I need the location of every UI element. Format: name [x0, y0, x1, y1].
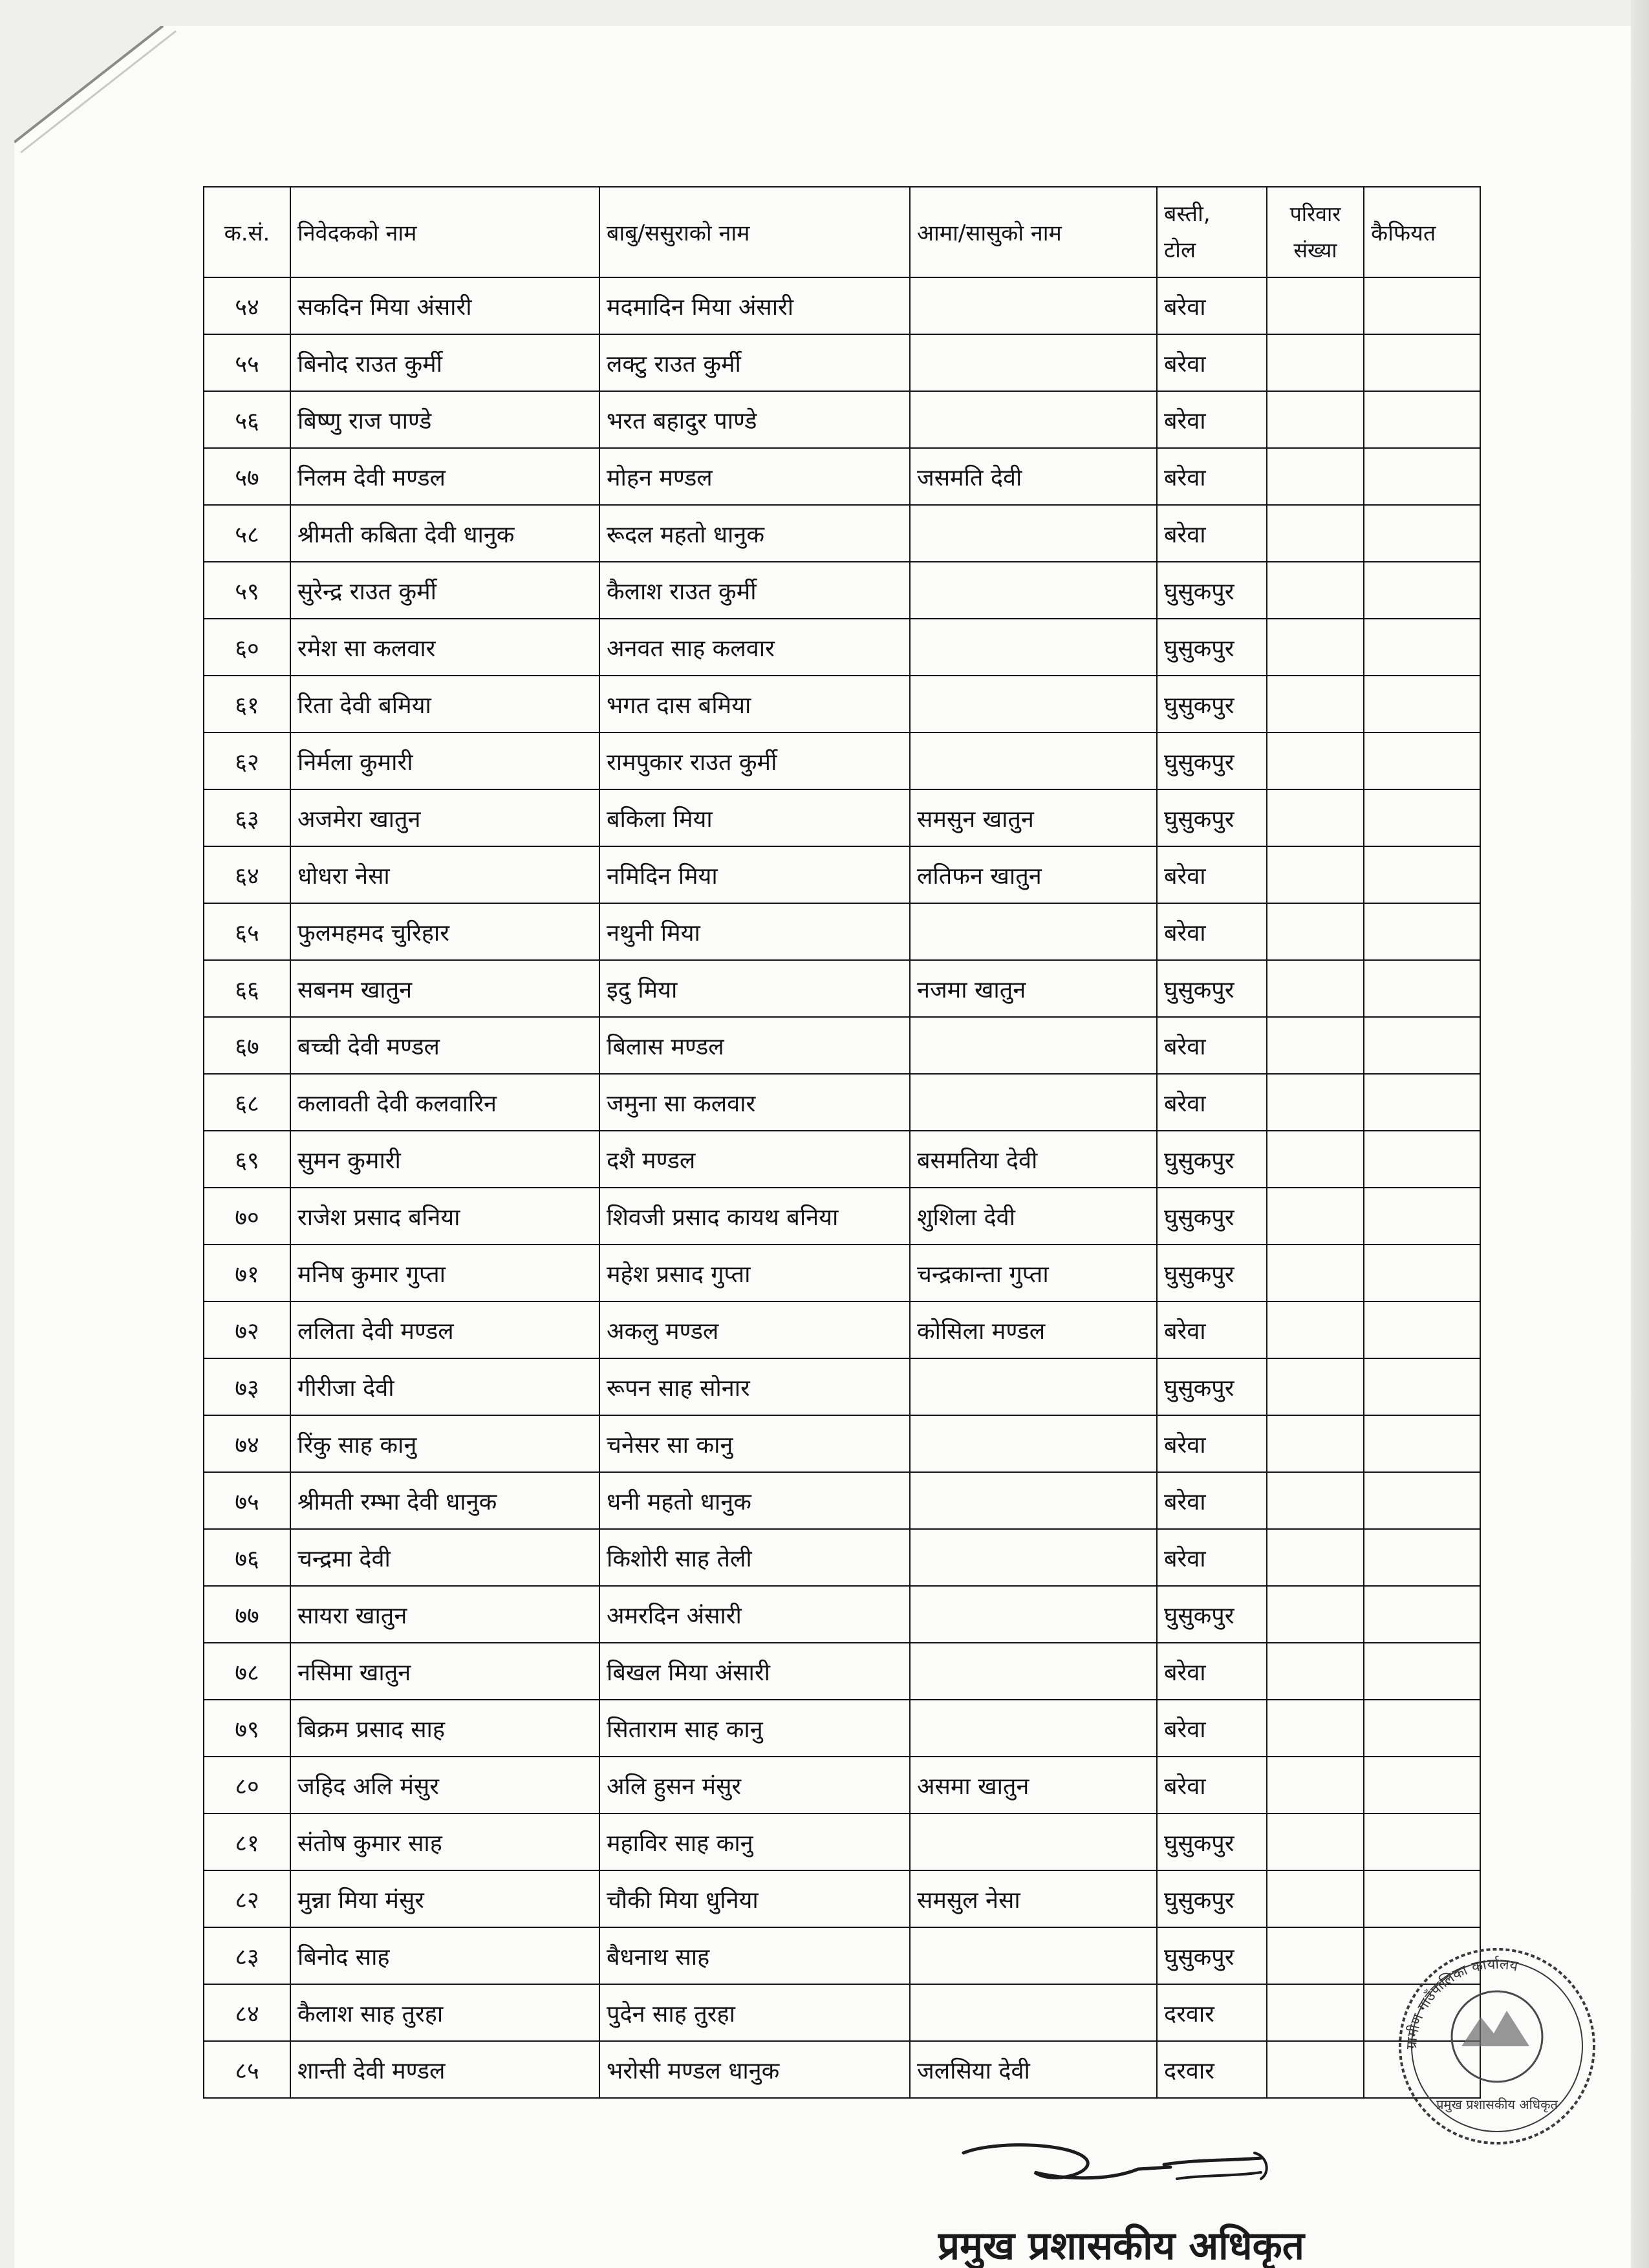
applicant-name-cell: रिता देवी बमिया [290, 676, 599, 733]
family-count-cell [1267, 676, 1364, 733]
father-name-cell: बिखल मिया अंसारी [599, 1643, 910, 1700]
father-name-cell: रूदल महतो धानुक [599, 505, 910, 562]
father-name-cell: सिताराम साह कानु [599, 1700, 910, 1757]
applicant-name-cell: मनिष कुमार गुप्ता [290, 1245, 599, 1301]
father-name-cell: अकलु मण्डल [599, 1301, 910, 1358]
applicant-name-cell: श्रीमती रम्भा देवी धानुक [290, 1472, 599, 1529]
header-family-count [1267, 187, 1364, 277]
settlement-cell: घुसुकपुर [1157, 562, 1267, 619]
father-name-cell: भरोसी मण्डल धानुक [599, 2041, 910, 2098]
table-row [204, 676, 1480, 733]
table-row [204, 1074, 1480, 1131]
father-name-cell: मदमादिन मिया अंसारी [599, 277, 910, 334]
settlement-cell: बरेवा [1157, 391, 1267, 448]
mother-name-cell [910, 676, 1157, 733]
applicant-name-cell: संतोष कुमार साह [290, 1813, 599, 1870]
remarks-cell [1364, 1301, 1480, 1358]
table-row [204, 960, 1480, 1017]
settlement-cell: घुसुकपुर [1157, 1188, 1267, 1245]
remarks-cell [1364, 505, 1480, 562]
father-name-cell: अनवत साह कलवार [599, 619, 910, 676]
remarks-cell [1364, 733, 1480, 789]
mother-name-cell [910, 1813, 1157, 1870]
father-name-cell: कैलाश राउत कुर्मी [599, 562, 910, 619]
applicant-name-cell: बच्ची देवी मण्डल [290, 1017, 599, 1074]
table-row [204, 448, 1480, 505]
serial-number-cell: ७१ [204, 1245, 290, 1301]
mother-name-cell: समसुल नेसा [910, 1870, 1157, 1927]
applicant-name-cell: सबनम खातुन [290, 960, 599, 1017]
applicant-name-cell: राजेश प्रसाद बनिया [290, 1188, 599, 1245]
mother-name-cell [910, 562, 1157, 619]
table-row [204, 562, 1480, 619]
applicant-name-cell: सुमन कुमारी [290, 1131, 599, 1188]
officer-designation: प्रमुख प्रशासकीय अधिकृत [938, 2223, 1304, 2268]
header-serial-number: क.सं. [204, 187, 290, 277]
settlement-cell: घुसुकपुर [1157, 1131, 1267, 1188]
header-applicant-name: निवेदकको नाम [290, 187, 599, 277]
family-count-cell [1267, 1245, 1364, 1301]
serial-number-cell: ७६ [204, 1529, 290, 1586]
father-name-cell: चनेसर सा कानु [599, 1415, 910, 1472]
applicant-name-cell: रमेश सा कलवार [290, 619, 599, 676]
scanner-edge [1631, 0, 1649, 2268]
applicant-name-cell: मुन्ना मिया मंसुर [290, 1870, 599, 1927]
table-row [204, 733, 1480, 789]
remarks-cell [1364, 1415, 1480, 1472]
father-name-cell: रामपुकार राउत कुर्मी [599, 733, 910, 789]
father-name-cell: भरत बहादुर पाण्डे [599, 391, 910, 448]
remarks-cell [1364, 562, 1480, 619]
mother-name-cell [910, 1586, 1157, 1643]
settlement-cell: घुसुकपुर [1157, 1813, 1267, 1870]
applicant-name-cell: बिक्रम प्रसाद साह [290, 1700, 599, 1757]
settlement-cell: बरेवा [1157, 1074, 1267, 1131]
settlement-cell: दरवार [1157, 1984, 1267, 2041]
settlement-cell: घुसुकपुर [1157, 1245, 1267, 1301]
applicant-name-cell: कलावती देवी कलवारिन [290, 1074, 599, 1131]
applicant-name-cell: चन्द्रमा देवी [290, 1529, 599, 1586]
family-count-cell [1267, 334, 1364, 391]
settlement-cell: घुसुकपुर [1157, 619, 1267, 676]
settlement-cell: बरेवा [1157, 903, 1267, 960]
serial-number-cell: ५९ [204, 562, 290, 619]
mother-name-cell [910, 1415, 1157, 1472]
table-row [204, 846, 1480, 903]
serial-number-cell: ६७ [204, 1017, 290, 1074]
table-row [204, 334, 1480, 391]
applicant-name-cell: गीरीजा देवी [290, 1358, 599, 1415]
mother-name-cell [910, 334, 1157, 391]
father-name-cell: किशोरी साह तेली [599, 1529, 910, 1586]
table-row [204, 1813, 1480, 1870]
mother-name-cell: चन्द्रकान्ता गुप्ता [910, 1245, 1157, 1301]
family-count-cell [1267, 1700, 1364, 1757]
serial-number-cell: ६० [204, 619, 290, 676]
remarks-cell [1364, 789, 1480, 846]
father-name-cell: लक्टु राउत कुर्मी [599, 334, 910, 391]
mother-name-cell [910, 1472, 1157, 1529]
table-body [204, 277, 1480, 2098]
father-name-cell: महेश प्रसाद गुप्ता [599, 1245, 910, 1301]
mother-name-cell [910, 1017, 1157, 1074]
mother-name-cell [910, 391, 1157, 448]
remarks-cell [1364, 1643, 1480, 1700]
table-row [204, 1870, 1480, 1927]
remarks-cell [1364, 676, 1480, 733]
remarks-cell [1364, 1358, 1480, 1415]
remarks-cell [1364, 1188, 1480, 1245]
family-count-cell [1267, 733, 1364, 789]
serial-number-cell: ७५ [204, 1472, 290, 1529]
family-count-cell [1267, 1927, 1364, 1984]
applicant-register-table [203, 186, 1481, 2099]
table-row [204, 903, 1480, 960]
family-count-cell [1267, 1131, 1364, 1188]
serial-number-cell: ५५ [204, 334, 290, 391]
settlement-cell: घुसुकपुर [1157, 960, 1267, 1017]
father-name-cell: दशै मण्डल [599, 1131, 910, 1188]
family-count-cell [1267, 1813, 1364, 1870]
settlement-cell: बरेवा [1157, 1529, 1267, 1586]
applicant-name-cell: बिनोद साह [290, 1927, 599, 1984]
mother-name-cell [910, 903, 1157, 960]
header-settlement-line2: टोल [1164, 237, 1196, 263]
father-name-cell: बिलास मण्डल [599, 1017, 910, 1074]
applicant-name-cell: सुरेन्द्र राउत कुर्मी [290, 562, 599, 619]
mother-name-cell [910, 1643, 1157, 1700]
table-row [204, 2041, 1480, 2098]
mother-name-cell [910, 619, 1157, 676]
family-count-cell [1267, 1301, 1364, 1358]
seal-outer-text: ग्रामीण गाउँपालिका कार्यालय [1403, 1956, 1520, 2050]
serial-number-cell: ८० [204, 1757, 290, 1813]
father-name-cell: नमिदिन मिया [599, 846, 910, 903]
mother-name-cell [910, 1358, 1157, 1415]
table-row [204, 1415, 1480, 1472]
table-row [204, 1586, 1480, 1643]
settlement-cell: बरेवा [1157, 448, 1267, 505]
family-count-cell [1267, 1074, 1364, 1131]
mother-name-cell [910, 1700, 1157, 1757]
family-count-cell [1267, 505, 1364, 562]
father-name-cell: भगत दास बमिया [599, 676, 910, 733]
table-row [204, 1017, 1480, 1074]
family-count-cell [1267, 1188, 1364, 1245]
mother-name-cell: नजमा खातुन [910, 960, 1157, 1017]
settlement-cell: घुसुकपुर [1157, 789, 1267, 846]
table-row [204, 1131, 1480, 1188]
serial-number-cell: ७८ [204, 1643, 290, 1700]
handwritten-signature [957, 2134, 1319, 2205]
mother-name-cell: समसुन खातुन [910, 789, 1157, 846]
family-count-cell [1267, 391, 1364, 448]
mother-name-cell: बसमतिया देवी [910, 1131, 1157, 1188]
family-count-cell [1267, 960, 1364, 1017]
table-row [204, 1984, 1480, 2041]
table-row [204, 1700, 1480, 1757]
serial-number-cell: ७९ [204, 1700, 290, 1757]
table-row [204, 619, 1480, 676]
applicant-name-cell: कैलाश साह तुरहा [290, 1984, 599, 2041]
table-row [204, 1301, 1480, 1358]
table-row [204, 1245, 1480, 1301]
seal-inner-text: प्रमुख प्रशासकीय अधिकृत [1436, 2097, 1558, 2112]
applicant-name-cell: शान्ती देवी मण्डल [290, 2041, 599, 2098]
header-family-line2: संख्या [1293, 238, 1337, 262]
table-row [204, 1643, 1480, 1700]
serial-number-cell: ८२ [204, 1870, 290, 1927]
table-row [204, 505, 1480, 562]
remarks-cell [1364, 619, 1480, 676]
settlement-cell: घुसुकपुर [1157, 1586, 1267, 1643]
serial-number-cell: ७४ [204, 1415, 290, 1472]
family-count-cell [1267, 448, 1364, 505]
remarks-cell [1364, 1017, 1480, 1074]
father-name-cell: इदु मिया [599, 960, 910, 1017]
serial-number-cell: ६६ [204, 960, 290, 1017]
father-name-cell: अमरदिन अंसारी [599, 1586, 910, 1643]
serial-number-cell: ६५ [204, 903, 290, 960]
family-count-cell [1267, 1984, 1364, 2041]
serial-number-cell: ७७ [204, 1586, 290, 1643]
applicant-name-cell: बिष्णु राज पाण्डे [290, 391, 599, 448]
family-count-cell [1267, 2041, 1364, 2098]
settlement-cell: घुसुकपुर [1157, 1927, 1267, 1984]
serial-number-cell: ८४ [204, 1984, 290, 2041]
family-count-cell [1267, 789, 1364, 846]
remarks-cell [1364, 1757, 1480, 1813]
serial-number-cell: ७३ [204, 1358, 290, 1415]
mother-name-cell: असमा खातुन [910, 1757, 1157, 1813]
remarks-cell [1364, 1813, 1480, 1870]
remarks-cell [1364, 391, 1480, 448]
remarks-cell [1364, 903, 1480, 960]
mother-name-cell [910, 1529, 1157, 1586]
family-count-cell [1267, 1757, 1364, 1813]
header-family-line1: परिवार [1289, 202, 1341, 226]
applicant-name-cell: सायरा खातुन [290, 1586, 599, 1643]
serial-number-cell: ५८ [204, 505, 290, 562]
family-count-cell [1267, 903, 1364, 960]
father-name-cell: नथुनी मिया [599, 903, 910, 960]
settlement-cell: घुसुकपुर [1157, 1358, 1267, 1415]
mother-name-cell: शुशिला देवी [910, 1188, 1157, 1245]
family-count-cell [1267, 1870, 1364, 1927]
header-settlement-line1: बस्ती, [1164, 201, 1211, 227]
settlement-cell: बरेवा [1157, 846, 1267, 903]
applicant-name-cell: अजमेरा खातुन [290, 789, 599, 846]
remarks-cell [1364, 1131, 1480, 1188]
mother-name-cell [910, 733, 1157, 789]
serial-number-cell: ६८ [204, 1074, 290, 1131]
remarks-cell [1364, 334, 1480, 391]
settlement-cell: बरेवा [1157, 334, 1267, 391]
table-row [204, 1472, 1480, 1529]
table-row [204, 789, 1480, 846]
settlement-cell: घुसुकपुर [1157, 676, 1267, 733]
serial-number-cell: ६४ [204, 846, 290, 903]
mother-name-cell [910, 1984, 1157, 2041]
settlement-cell: बरेवा [1157, 1017, 1267, 1074]
father-name-cell: महाविर साह कानु [599, 1813, 910, 1870]
mother-name-cell: जलसिया देवी [910, 2041, 1157, 2098]
office-seal-stamp [1390, 1940, 1604, 2153]
father-name-cell: पुदेन साह तुरहा [599, 1984, 910, 2041]
applicant-name-cell: निलम देवी मण्डल [290, 448, 599, 505]
applicant-name-cell: फुलमहमद चुरिहार [290, 903, 599, 960]
remarks-cell [1364, 846, 1480, 903]
family-count-cell [1267, 1358, 1364, 1415]
settlement-cell: घुसुकपुर [1157, 1870, 1267, 1927]
family-count-cell [1267, 1017, 1364, 1074]
settlement-cell: बरेवा [1157, 277, 1267, 334]
serial-number-cell: ५७ [204, 448, 290, 505]
remarks-cell [1364, 448, 1480, 505]
father-name-cell: बैधनाथ साह [599, 1927, 910, 1984]
settlement-cell: घुसुकपुर [1157, 733, 1267, 789]
serial-number-cell: ६३ [204, 789, 290, 846]
applicant-name-cell: सकदिन मिया अंसारी [290, 277, 599, 334]
applicant-name-cell: निर्मला कुमारी [290, 733, 599, 789]
serial-number-cell: ५४ [204, 277, 290, 334]
serial-number-cell: ८१ [204, 1813, 290, 1870]
serial-number-cell: ७० [204, 1188, 290, 1245]
header-remarks: कैफियत [1364, 187, 1480, 277]
family-count-cell [1267, 846, 1364, 903]
father-name-cell: चौकी मिया धुनिया [599, 1870, 910, 1927]
family-count-cell [1267, 562, 1364, 619]
header-father-name: बाबु/ससुराको नाम [599, 187, 910, 277]
family-count-cell [1267, 1472, 1364, 1529]
remarks-cell [1364, 277, 1480, 334]
header-settlement [1157, 187, 1267, 277]
settlement-cell: बरेवा [1157, 505, 1267, 562]
remarks-cell [1364, 1074, 1480, 1131]
mother-name-cell [910, 1074, 1157, 1131]
remarks-cell [1364, 1586, 1480, 1643]
remarks-cell [1364, 1245, 1480, 1301]
applicant-name-cell: बिनोद राउत कुर्मी [290, 334, 599, 391]
table-row [204, 277, 1480, 334]
remarks-cell [1364, 1472, 1480, 1529]
mother-name-cell [910, 1927, 1157, 1984]
applicant-name-cell: नसिमा खातुन [290, 1643, 599, 1700]
mother-name-cell [910, 277, 1157, 334]
mother-name-cell: कोसिला मण्डल [910, 1301, 1157, 1358]
father-name-cell: अलि हुसन मंसुर [599, 1757, 910, 1813]
table-row [204, 1529, 1480, 1586]
table-row [204, 1927, 1480, 1984]
applicant-name-cell: धोधरा नेसा [290, 846, 599, 903]
header-mother-name: आमा/सासुको नाम [910, 187, 1157, 277]
applicant-name-cell: जहिद अलि मंसुर [290, 1757, 599, 1813]
family-count-cell [1267, 1529, 1364, 1586]
table-row [204, 1358, 1480, 1415]
father-name-cell: रूपन साह सोनार [599, 1358, 910, 1415]
father-name-cell: जमुना सा कलवार [599, 1074, 910, 1131]
mother-name-cell [910, 505, 1157, 562]
remarks-cell [1364, 960, 1480, 1017]
serial-number-cell: ६१ [204, 676, 290, 733]
remarks-cell [1364, 1529, 1480, 1586]
applicant-name-cell: रिंकु साह कानु [290, 1415, 599, 1472]
father-name-cell: शिवजी प्रसाद कायथ बनिया [599, 1188, 910, 1245]
settlement-cell: बरेवा [1157, 1301, 1267, 1358]
applicant-name-cell: श्रीमती कबिता देवी धानुक [290, 505, 599, 562]
mother-name-cell: जसमति देवी [910, 448, 1157, 505]
settlement-cell: बरेवा [1157, 1643, 1267, 1700]
serial-number-cell: ७२ [204, 1301, 290, 1358]
settlement-cell: बरेवा [1157, 1415, 1267, 1472]
family-count-cell [1267, 1643, 1364, 1700]
settlement-cell: बरेवा [1157, 1700, 1267, 1757]
serial-number-cell: ६९ [204, 1131, 290, 1188]
father-name-cell: धनी महतो धानुक [599, 1472, 910, 1529]
family-count-cell [1267, 1415, 1364, 1472]
table-row [204, 391, 1480, 448]
settlement-cell: बरेवा [1157, 1472, 1267, 1529]
serial-number-cell: ८३ [204, 1927, 290, 1984]
serial-number-cell: ८५ [204, 2041, 290, 2098]
family-count-cell [1267, 619, 1364, 676]
table-header-row [204, 187, 1480, 277]
table-row [204, 1188, 1480, 1245]
applicant-name-cell: ललिता देवी मण्डल [290, 1301, 599, 1358]
mother-name-cell: लतिफन खातुन [910, 846, 1157, 903]
family-count-cell [1267, 277, 1364, 334]
remarks-cell [1364, 1700, 1480, 1757]
serial-number-cell: ५६ [204, 391, 290, 448]
settlement-cell: बरेवा [1157, 1757, 1267, 1813]
serial-number-cell: ६२ [204, 733, 290, 789]
father-name-cell: मोहन मण्डल [599, 448, 910, 505]
remarks-cell [1364, 1870, 1480, 1927]
family-count-cell [1267, 1586, 1364, 1643]
table-row [204, 1757, 1480, 1813]
settlement-cell: दरवार [1157, 2041, 1267, 2098]
father-name-cell: बकिला मिया [599, 789, 910, 846]
